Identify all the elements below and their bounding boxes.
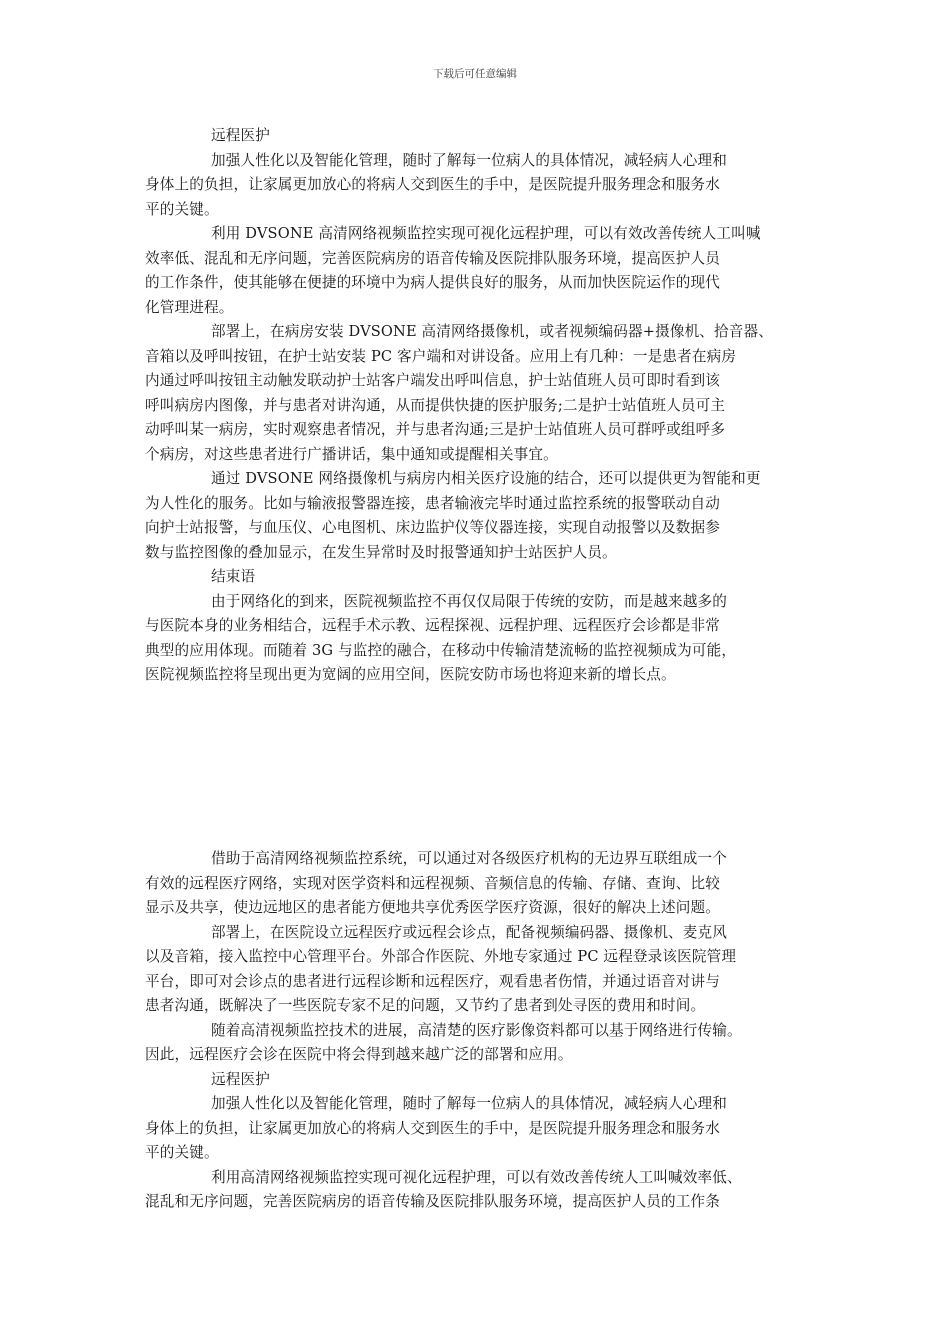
text-line: 的工作条件，使其能够在便捷的环境中为病人提供良好的服务，从而加快医院运作的现代 xyxy=(145,274,721,291)
text-line: 显示及共享，使边远地区的患者能方便地共享优秀医学医疗资源，很好的解决上述问题。 xyxy=(145,899,721,916)
text-line: 结束语 xyxy=(211,568,256,585)
text-line: 典型的应用体现。而随着 3G 与监控的融合，在移动中传输清楚流畅的监控视频成为可能， xyxy=(145,641,737,659)
text-line: 加强人性化以及智能化管理，随时了解每一位病人的具体情况，减轻病人心理和 xyxy=(211,1095,728,1112)
text-line: 音箱以及呼叫按钮，在护士站安装 PC 客户端和对讲设备。应用上有几种：一是患者在病房 xyxy=(145,347,737,365)
text-line: 平的关键。 xyxy=(145,200,219,218)
text-line: 远程医护 xyxy=(211,127,270,144)
text-block-upper xyxy=(145,124,815,688)
text-line: 利用高清网络视频监控实现可视化远程护理，可以有效改善传统人工叫喊效率低、 xyxy=(211,1168,742,1186)
text-line: 平的关键。 xyxy=(145,1144,219,1161)
text-line: 内通过呼叫按钮主动触发联动护士站客户端发出呼叫信息，护士站值班人员可即时看到该 xyxy=(145,372,721,389)
text-line: 随着高清视频监控技术的进展，高清楚的医疗影像资料都可以基于网络进行传输。 xyxy=(211,1021,742,1039)
text-line: 医院视频监控将呈现出更为宽阔的应用空间，医院安防市场也将迎来新的增长点。 xyxy=(145,666,676,683)
text-line: 平台，即可对会诊点的患者进行远程诊断和远程医疗，观看患者伤情，并通过语音对讲与 xyxy=(145,972,721,990)
text-line: 通过 DVSONE 网络摄像机与病房内相关医疗设施的结合，还可以提供更为智能和更 xyxy=(211,470,761,487)
text-line: 患者沟通，既解决了一些医院专家不足的问题，又节约了患者到处寻医的费用和时间。 xyxy=(145,997,706,1014)
text-line: 呼叫病房内图像，并与患者对讲沟通，从而提供快捷的医护服务;二是护士站值班人员可主 xyxy=(145,396,726,414)
text-line: 混乱和无序问题，完善医院病房的语音传输及医院排队服务环境，提高医护人员的工作条 xyxy=(145,1193,721,1210)
text-line: 以及音箱，接入监控中心管理平台。外部合作医院、外地专家通过 PC 远程登录该医院管理 xyxy=(145,948,737,965)
text-line: 借助于高清网络视频监控系统，可以通过对各级医疗机构的无边界互联组成一个 xyxy=(211,850,728,867)
text-line: 加强人性化以及智能化管理，随时了解每一位病人的具体情况，减轻病人心理和 xyxy=(211,151,728,169)
text-line: 与医院本身的业务相结合，远程手术示教、远程探视、远程护理、远程医疗会诊都是非常 xyxy=(145,617,721,634)
text-line: 由于网络化的到来，医院视频监控不再仅仅局限于传统的安防，而是越来越多的 xyxy=(211,592,728,610)
text-line: 因此，远程医疗会诊在医院中将会得到越来越广泛的部署和应用。 xyxy=(145,1046,573,1063)
text-line: 利用 DVSONE 高清网络视频监控实现可视化远程护理，可以有效改善传统人工叫喊 xyxy=(211,225,761,242)
text-line: 身体上的负担，让家属更加放心的将病人交到医生的手中，是医院提升服务理念和服务水 xyxy=(145,176,721,193)
text-line: 部署上，在病房安装 DVSONE 高清网络摄像机，或者视频编码器+摄像机、拾音器、 xyxy=(211,323,774,340)
text-line: 为人性化的服务。比如与输液报警器连接，患者输液完毕时通过监控系统的报警联动自动 xyxy=(145,494,721,512)
text-line: 动呼叫某一病房，实时观察患者情况，并与患者沟通;三是护士站值班人员可群呼或组呼多 xyxy=(145,421,726,438)
text-line: 个病房，对这些患者进行广播讲话，集中通知或提醒相关事宜。 xyxy=(145,445,558,463)
text-line: 向护士站报警，与血压仪、心电图机、床边监护仪等仪器连接，实现自动报警以及数据参 xyxy=(145,519,721,536)
page-header: 下载后可任意编辑 xyxy=(433,68,517,80)
text-line: 数与监控图像的叠加显示，在发生异常时及时报警通知护士站医护人员。 xyxy=(145,543,617,561)
text-line: 部署上，在医院设立远程医疗或远程会诊点，配备视频编码器、摄像机、麦克风 xyxy=(211,923,728,941)
text-line: 身体上的负担，让家属更加放心的将病人交到医生的手中，是医院提升服务理念和服务水 xyxy=(145,1119,721,1137)
text-line: 化管理进程。 xyxy=(145,298,234,316)
text-line: 远程医护 xyxy=(211,1070,270,1088)
text-line: 有效的远程医疗网络，实现对医学资料和远程视频、音频信息的传输、存储、查询、比较 xyxy=(145,874,721,892)
text-line: 效率低、混乱和无序问题，完善医院病房的语音传输及医院排队服务环境，提高医护人员 xyxy=(145,249,721,267)
text-block-lower xyxy=(145,847,815,1215)
